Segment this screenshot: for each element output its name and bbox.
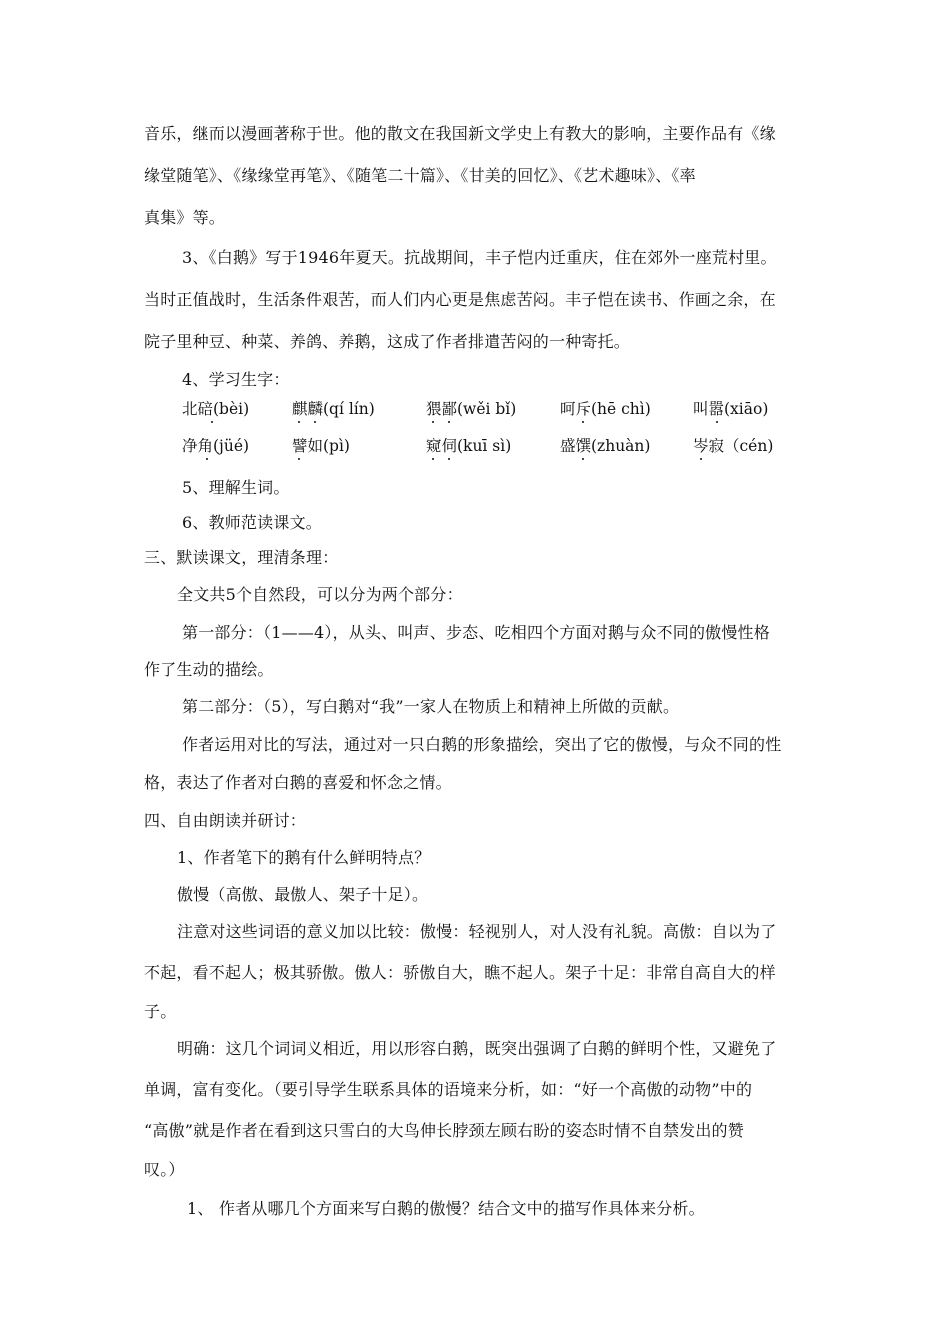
text-line: 缘堂随笔》、《缘缘堂再笔》、《随笔二十篇》、《甘美的回忆》、《艺术趣味》、《率 [144,166,696,185]
text-line: 6、教师范读课文。 [182,513,322,532]
text-line: 作者运用对比的写法，通过对一只白鹅的形象描绘，突出了它的傲慢，与众不同的性 [182,735,782,754]
vocab-word: 叫嚣(xiāo) [693,400,769,418]
text-line: 第一部分：（1——4），从头、叫声、步态、吃相四个方面对鹅与众不同的傲慢性格 [182,623,770,642]
text-line: 全文共5个自然段，可以分为两个部分： [177,585,463,604]
text-line: 5、理解生词。 [182,478,290,497]
vocab-word: 净角(jüé) [182,437,250,455]
text-line: 院子里种豆、种菜、养鸽、养鹅，这成了作者排遣苦闷的一种寄托。 [144,332,631,351]
text-line: 音乐，继而以漫画著称于世。他的散文在我国新文学史上有教大的影响，主要作品有《缘 [144,124,776,143]
text-line: “高傲”就是作者在看到这只雪白的大鸟伸长脖颈左顾右盼的姿态时情不自禁发出的赞 [144,1121,744,1140]
emphasis-dot [700,458,702,460]
emphasis-dot [211,421,213,423]
text-line: 格，表达了作者对白鹅的喜爱和怀念之情。 [144,773,452,792]
text-line: 第二部分：（5），写白鹅对“我”一家人在物质上和精神上所做的贡献。 [182,697,680,716]
text-line: 不起，看不起人；极其骄傲。傲人：骄傲自大，瞧不起人。架子十足：非常自高自大的样 [144,963,776,982]
text-line: 当时正值战时，生活条件艰苦，而人们内心更是焦虑苦闷。丰子恺在读书、作画之余，在 [144,290,776,309]
vocab-word: 岑寂（cén) [693,437,774,455]
text-line: 真集》等。 [144,208,226,227]
text-line: 傲慢（高傲、最傲人、架子十足）。 [177,885,429,904]
emphasis-dot [298,421,300,423]
vocab-word: 麒麟(qí lín) [292,400,375,418]
text-line: 注意对这些词语的意义加以比较：傲慢：轻视别人，对人没有礼貌。高傲：自以为了 [177,922,777,941]
text-line: 1、 作者从哪几个方面来写白鹅的傲慢？结合文中的描写作具体来分析。 [187,1199,705,1218]
emphasis-dot [432,458,434,460]
emphasis-dot [298,458,300,460]
section-heading: 四、自由朗读并研讨： [144,811,307,830]
text-line: 子。 [144,1002,177,1021]
emphasis-dot [716,421,718,423]
vocab-word: 盛馔(zhuàn) [560,437,651,455]
text-line: 3、《白鹅》写于1946年夏天。抗战期间，丰子恺内迁重庆，住在郊外一座荒村里。 [182,248,777,267]
vocab-word: 窥伺(kuī sì) [426,437,512,455]
text-line: 单调，富有变化。（要引导学生联系具体的语境来分析，如：“好一个高傲的动物”中的 [144,1080,753,1099]
emphasis-dot [582,458,584,460]
section-heading: 三、默读课文，理清条理： [144,548,339,567]
emphasis-dot [206,458,208,460]
text-line: 明确：这几个词词义相近，用以形容白鹅，既突出强调了白鹅的鲜明个性，又避免了 [177,1039,777,1058]
emphasis-dot [448,421,450,423]
section-subtitle: 4、学习生字： [182,370,290,389]
vocab-word: 北碚(bèi) [182,400,250,418]
emphasis-dot [314,421,316,423]
vocab-word: 譬如(pì) [292,437,350,455]
text-line: 1、作者笔下的鹅有什么鲜明特点？ [177,848,431,867]
text-line: 作了生动的描绘。 [144,660,274,679]
vocab-word: 猥鄙(wěi bǐ) [426,400,517,418]
text-line: 叹。） [144,1160,185,1179]
emphasis-dot [448,458,450,460]
emphasis-dot [582,421,584,423]
vocab-word: 呵斥(hē chì) [560,400,651,418]
emphasis-dot [432,421,434,423]
